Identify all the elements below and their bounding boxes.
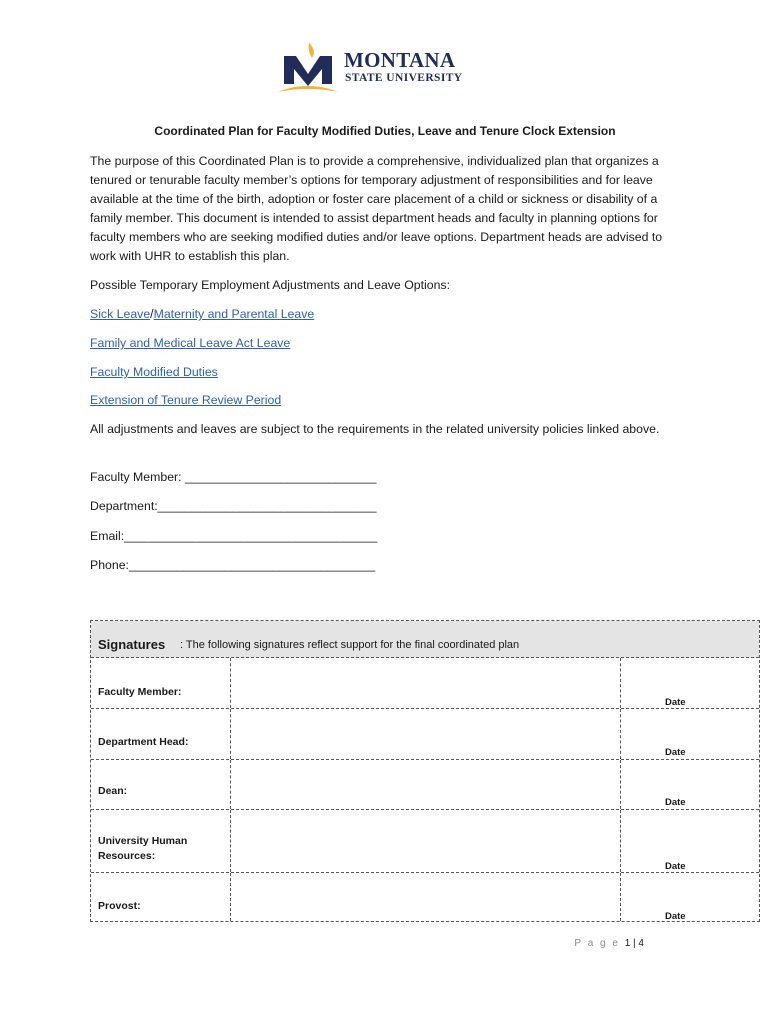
signatures-title: Signatures [98, 637, 166, 652]
signatures-description: : The following signatures reflect support for the final coordinated plan [180, 639, 520, 651]
signature-row-dean [91, 760, 759, 810]
faculty-modified-duties-link[interactable]: Faculty Modified Duties [90, 365, 218, 379]
date-label: Date [665, 911, 686, 922]
signature-label: Faculty Member: [98, 686, 182, 698]
phone-field[interactable]: Phone:____________________________________ [90, 558, 376, 572]
signature-box[interactable] [231, 709, 619, 759]
msu-logo-mark-icon [276, 40, 340, 94]
date-label: Date [665, 797, 686, 808]
signature-box[interactable] [231, 873, 619, 921]
page-word: P a g e [574, 938, 620, 949]
signatures-header [91, 621, 759, 658]
date-label: Date [665, 747, 686, 758]
document-title: Coordinated Plan for Faculty Modified Duties, Leave and Tenure Clock Extension [154, 124, 616, 138]
sick-leave-link[interactable]: Sick Leave [90, 307, 151, 321]
signature-row-faculty-member [91, 658, 759, 709]
email-field[interactable]: Email:_____________________________________ [90, 529, 378, 543]
date-box[interactable] [621, 873, 759, 921]
fmla-link-line [90, 334, 290, 353]
logo-text-state-university: STATE UNIVERSITY [345, 72, 463, 84]
date-box[interactable] [621, 760, 759, 809]
signature-label: Provost: [98, 900, 141, 912]
page-number: 1 | 4 [624, 938, 644, 949]
signature-row-provost [91, 873, 759, 921]
maternity-parental-leave-link[interactable]: Maternity and Parental Leave [153, 307, 315, 321]
tenure-extension-link[interactable]: Extension of Tenure Review Period [90, 393, 282, 407]
signature-row-department-head [91, 709, 759, 760]
signature-label: Department Head: [98, 736, 189, 748]
date-label: Date [665, 861, 686, 872]
signature-box[interactable] [231, 760, 619, 809]
signature-box[interactable] [231, 658, 619, 708]
link-separator: / [150, 307, 154, 321]
options-heading: Possible Temporary Employment Adjustments and Leave Options: [90, 278, 450, 292]
modified-duties-link-line [90, 363, 218, 382]
signature-row-university-hr [91, 810, 759, 873]
department-field[interactable]: Department:________________________________ [90, 499, 377, 513]
adjustments-note: All adjustments and leaves are subject to the requirements in the related university policies linked above. [90, 422, 660, 436]
signature-label: Dean: [98, 785, 128, 797]
purpose-paragraph: The purpose of this Coordinated Plan is to provide a comprehensive, individualized plan that organizes a tenured or tenurable faculty member’s options for temporary adjustment of responsibilities and for leave available at the time of the birth, adoption or foster care placement of a child or sickness or disability of a family member. This document is intended to assist department heads and faculty in planning options for faculty members who are seeking modified duties and/or leave options. Department heads are advised to work with UHR to establish this plan. [90, 154, 663, 263]
faculty-member-field[interactable]: Faculty Member: ____________________________ [90, 470, 377, 484]
date-label: Date [665, 697, 686, 708]
signatures-table [90, 620, 760, 922]
fmla-link[interactable]: Family and Medical Leave Act Leave [90, 336, 291, 350]
msu-logo [276, 40, 476, 94]
date-box[interactable] [621, 658, 759, 708]
logo-text-montana: MONTANA [344, 48, 456, 72]
tenure-extension-link-line [90, 391, 281, 410]
signature-label: University Human Resources: [98, 835, 188, 862]
date-box[interactable] [621, 709, 759, 759]
signature-box[interactable] [231, 810, 619, 872]
page-footer [574, 938, 644, 949]
leave-links-line [90, 305, 314, 324]
date-box[interactable] [621, 810, 759, 872]
